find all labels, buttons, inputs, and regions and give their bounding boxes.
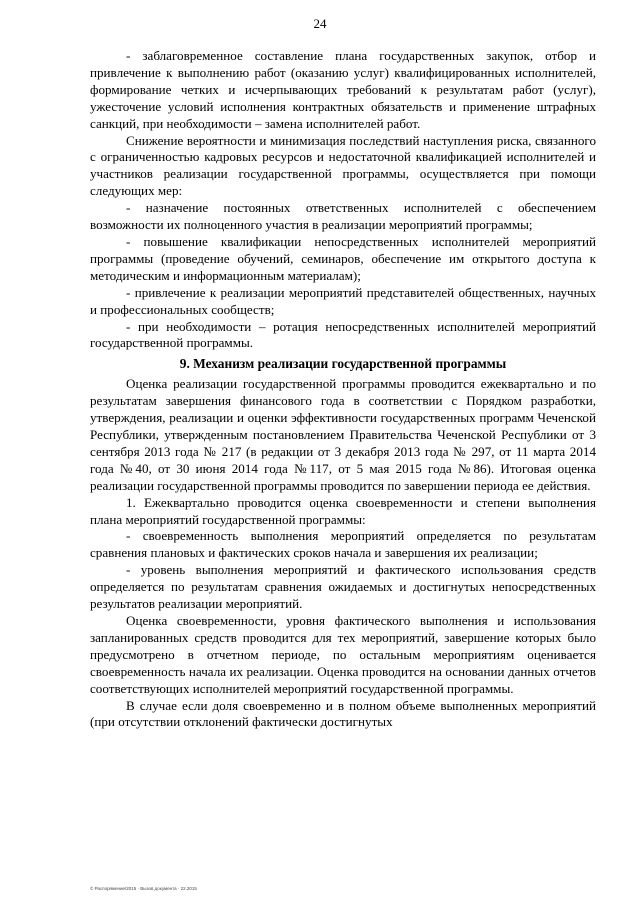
- paragraph: - привлечение к реализации мероприятий представителей общественных, научных и профессиональных сообществ;: [90, 284, 596, 317]
- paragraph: В случае если доля своевременно и в полном объеме выполненных мероприятий (при отсутствии отклонений фактически достигнутых: [90, 697, 596, 730]
- paragraph: Оценка своевременности, уровня фактического выполнения и использования запланированных средств проводится для тех мероприятий, завершение которых было предусмотрено в отчетном периоде, по остальным мероприятиям оценивается своевременность начала их реализации. Оценка проводится на основании данных отчетов соответствующих исполнителей мероприятий государственной программы.: [90, 613, 596, 696]
- paragraph: Снижение вероятности и минимизация последствий наступления риска, связанного с ограниченностью кадровых ресурсов и недостаточной квалификацией исполнителей и участников реализации государственной программы, осуществляется при помощи следующих мер:: [90, 132, 596, 199]
- paragraph: - при необходимости – ротация непосредственных исполнителей мероприятий государственной программы.: [90, 318, 596, 351]
- paragraph: - назначение постоянных ответственных исполнителей с обеспечением возможности их полноценного участия в реализации мероприятий программы;: [90, 200, 596, 233]
- paragraph: - уровень выполнения мероприятий и фактического использования средств определяется по результатам сравнения ожидаемых и достигнутых непосредственных результатов реализации мероприятий.: [90, 562, 596, 612]
- page-number: 24: [313, 16, 327, 31]
- paragraph: - повышение квалификации непосредственных исполнителей мероприятий программы (проведение обучений, семинаров, обеспечение им открытого доступа к методическим и информационным материалам);: [90, 233, 596, 283]
- paragraph: 1. Ежеквартально проводится оценка своевременности и степени выполнения плана мероприятий государственной программы:: [90, 494, 596, 527]
- section-heading: 9. Механизм реализации государственной программы: [179, 356, 507, 372]
- document-body: [90, 48, 596, 731]
- paragraph: - заблаговременное составление плана государственных закупок, отбор и привлечение к выполнению работ (оказанию услуг) квалифицированных исполнителей, формирование четких и исчерпывающих требований к результатам работ (услуг), ужесточение условий исполнения контрактных обязательств и применение штрафных санкций, при необходимости – замена исполнителей работ.: [90, 48, 596, 131]
- paragraph: - своевременность выполнения мероприятий определяется по результатам сравнения плановых и фактических сроков начала и завершения их реализации;: [90, 528, 596, 561]
- paragraph: Оценка реализации государственной программы проводится ежеквартально и по результатам завершения финансового года в соответствии с Порядком разработки, утверждения, реализации и оценки эффективности государственных программ Чеченской Республики, утвержденным постановлением Правительства Чеченской Республики от 3 сентября 2013 года № 217 (в редакции от 3 декабря 2013 года № 297, от 11 марта 2014 года №40, от 30 июня 2014 года №117, от 5 мая 2015 года №86). Итоговая оценка реализации государственной программы проводится по завершении периода ее действия.: [90, 376, 596, 493]
- footer-note: © Распоряжение/2015 · Вызов документа · 22.2015: [90, 886, 197, 891]
